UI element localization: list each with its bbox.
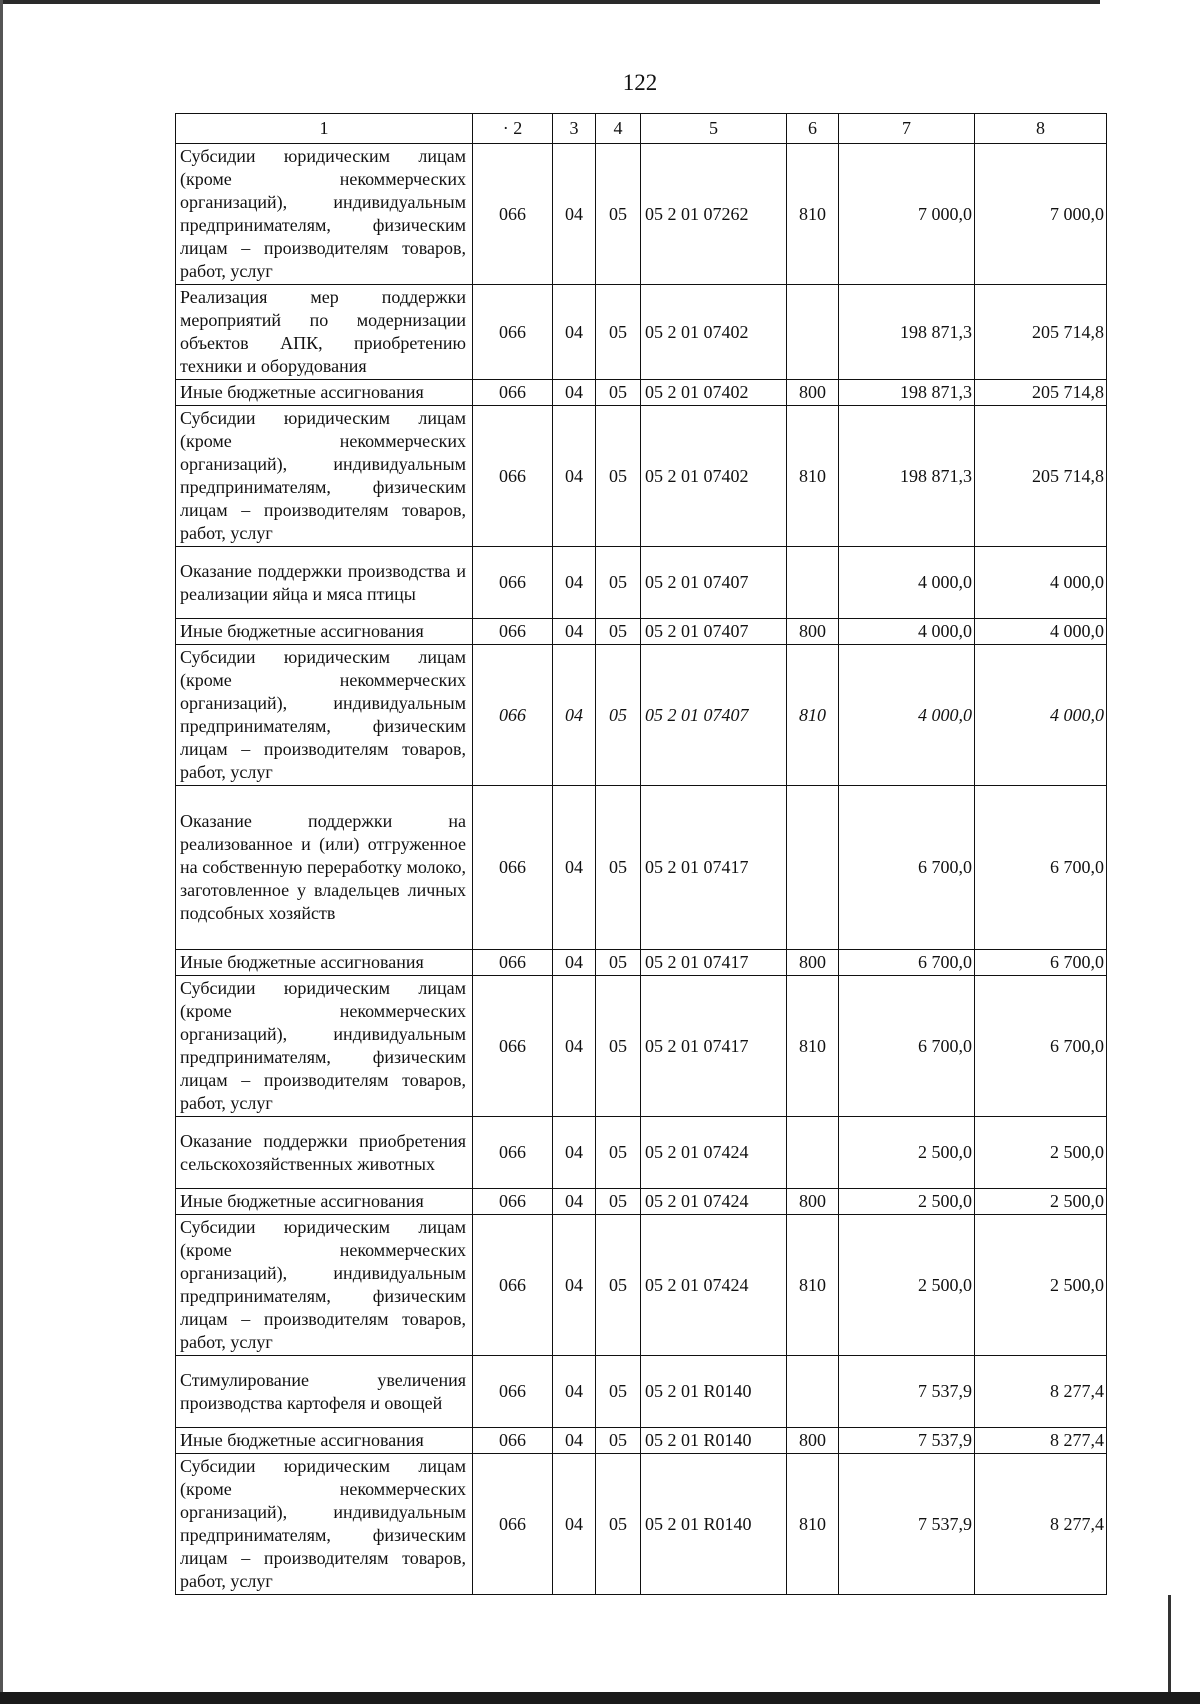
cell-subsection: 05 — [596, 619, 641, 645]
cell-amount-col8: 2 500,0 — [975, 1189, 1107, 1215]
cell-expense-type — [787, 1117, 839, 1189]
cell-section: 04 — [553, 144, 596, 285]
cell-subsection: 05 — [596, 786, 641, 950]
cell-ministry-code: 066 — [473, 1356, 553, 1428]
cell-ministry-code: 066 — [473, 380, 553, 406]
cell-amount-col8: 205 714,8 — [975, 406, 1107, 547]
table-row — [176, 285, 1107, 380]
cell-ministry-code: 066 — [473, 1215, 553, 1356]
col-header-7: 7 — [839, 114, 975, 144]
cell-expense-type: 800 — [787, 1428, 839, 1454]
cell-subsection: 05 — [596, 1117, 641, 1189]
cell-subsection: 05 — [596, 380, 641, 406]
table-row — [176, 380, 1107, 406]
col-header-2: · 2 — [473, 114, 553, 144]
table-row — [176, 950, 1107, 976]
cell-amount-col8: 6 700,0 — [975, 976, 1107, 1117]
cell-expense-type: 810 — [787, 1454, 839, 1595]
cell-amount-col8: 8 277,4 — [975, 1428, 1107, 1454]
cell-amount-col8: 8 277,4 — [975, 1454, 1107, 1595]
cell-expense-type — [787, 547, 839, 619]
row-name: Иные бюджетные ассигнования — [176, 1428, 473, 1454]
cell-ministry-code: 066 — [473, 1189, 553, 1215]
cell-subsection: 05 — [596, 547, 641, 619]
row-name: Иные бюджетные ассигнования — [176, 619, 473, 645]
cell-subsection: 05 — [596, 1215, 641, 1356]
cell-ministry-code: 066 — [473, 406, 553, 547]
cell-target-article: 05 2 01 07424 — [641, 1117, 787, 1189]
cell-amount-col8: 4 000,0 — [975, 619, 1107, 645]
scan-edge-top — [0, 0, 1100, 4]
row-name: Иные бюджетные ассигнования — [176, 380, 473, 406]
table-row — [176, 144, 1107, 285]
cell-amount-col7: 198 871,3 — [839, 406, 975, 547]
table-row — [176, 1215, 1107, 1356]
col-header-5: 5 — [641, 114, 787, 144]
cell-expense-type: 810 — [787, 1215, 839, 1356]
cell-target-article: 05 2 01 07407 — [641, 645, 787, 786]
cell-ministry-code: 066 — [473, 285, 553, 380]
col-header-3: 3 — [553, 114, 596, 144]
cell-subsection: 05 — [596, 406, 641, 547]
cell-amount-col7: 6 700,0 — [839, 976, 975, 1117]
cell-expense-type: 810 — [787, 976, 839, 1117]
cell-section: 04 — [553, 406, 596, 547]
cell-target-article: 05 2 01 07262 — [641, 144, 787, 285]
cell-target-article: 05 2 01 07407 — [641, 547, 787, 619]
cell-amount-col7: 7 537,9 — [839, 1356, 975, 1428]
cell-expense-type: 810 — [787, 144, 839, 285]
cell-amount-col7: 7 537,9 — [839, 1428, 975, 1454]
cell-subsection: 05 — [596, 976, 641, 1117]
row-name: Стимулирование увеличения производства картофеля и овощей — [176, 1356, 473, 1428]
cell-amount-col7: 6 700,0 — [839, 786, 975, 950]
cell-ministry-code: 066 — [473, 1117, 553, 1189]
cell-ministry-code: 066 — [473, 1454, 553, 1595]
table-row — [176, 976, 1107, 1117]
cell-amount-col7: 7 000,0 — [839, 144, 975, 285]
cell-subsection: 05 — [596, 144, 641, 285]
cell-section: 04 — [553, 1454, 596, 1595]
row-name: Субсидии юридическим лицам (кроме некоммерческих организаций), индивидуальным предпринимателям, физическим лицам – производителям товаров, работ, услуг — [176, 144, 473, 285]
cell-section: 04 — [553, 786, 596, 950]
cell-amount-col8: 6 700,0 — [975, 786, 1107, 950]
cell-amount-col8: 205 714,8 — [975, 380, 1107, 406]
cell-amount-col8: 205 714,8 — [975, 285, 1107, 380]
cell-ministry-code: 066 — [473, 976, 553, 1117]
cell-amount-col8: 4 000,0 — [975, 645, 1107, 786]
table-row — [176, 619, 1107, 645]
page-number: 122 — [622, 70, 658, 95]
cell-section: 04 — [553, 645, 596, 786]
cell-ministry-code: 066 — [473, 547, 553, 619]
cell-section: 04 — [553, 1356, 596, 1428]
cell-target-article: 05 2 01 07424 — [641, 1215, 787, 1356]
row-name: Оказание поддержки производства и реализации яйца и мяса птицы — [176, 547, 473, 619]
cell-amount-col7: 4 000,0 — [839, 619, 975, 645]
cell-expense-type: 810 — [787, 406, 839, 547]
row-name: Реализация мер поддержки мероприятий по модернизации объектов АПК, приобретению техники и оборудования — [176, 285, 473, 380]
table-row — [176, 1356, 1107, 1428]
col-header-1: 1 — [176, 114, 473, 144]
row-name: Иные бюджетные ассигнования — [176, 950, 473, 976]
cell-section: 04 — [553, 950, 596, 976]
cell-subsection: 05 — [596, 1189, 641, 1215]
cell-section: 04 — [553, 547, 596, 619]
col-header-8: 8 — [975, 114, 1107, 144]
row-name: Иные бюджетные ассигнования — [176, 1189, 473, 1215]
table-row — [176, 1189, 1107, 1215]
cell-section: 04 — [553, 1189, 596, 1215]
cell-section: 04 — [553, 1215, 596, 1356]
cell-target-article: 05 2 01 07402 — [641, 380, 787, 406]
row-name: Субсидии юридическим лицам (кроме некоммерческих организаций), индивидуальным предпринимателям, физическим лицам – производителям товаров, работ, услуг — [176, 1454, 473, 1595]
cell-section: 04 — [553, 976, 596, 1117]
table-row — [176, 547, 1107, 619]
table-row — [176, 406, 1107, 547]
row-name: Субсидии юридическим лицам (кроме некоммерческих организаций), индивидуальным предпринимателям, физическим лицам – производителям товаров, работ, услуг — [176, 976, 473, 1117]
cell-ministry-code: 066 — [473, 144, 553, 285]
cell-expense-type — [787, 786, 839, 950]
row-name: Субсидии юридическим лицам (кроме некоммерческих организаций), индивидуальным предпринимателям, физическим лицам – производителям товаров, работ, услуг — [176, 1215, 473, 1356]
cell-amount-col7: 198 871,3 — [839, 285, 975, 380]
cell-target-article: 05 2 01 07402 — [641, 285, 787, 380]
cell-amount-col8: 6 700,0 — [975, 950, 1107, 976]
cell-amount-col7: 2 500,0 — [839, 1215, 975, 1356]
col-header-4: 4 — [596, 114, 641, 144]
row-name: Субсидии юридическим лицам (кроме некоммерческих организаций), индивидуальным предпринимателям, физическим лицам – производителям товаров, работ, услуг — [176, 406, 473, 547]
cell-ministry-code: 066 — [473, 1428, 553, 1454]
cell-amount-col7: 6 700,0 — [839, 950, 975, 976]
table-row — [176, 1117, 1107, 1189]
cell-target-article: 05 2 01 07417 — [641, 976, 787, 1117]
cell-expense-type: 800 — [787, 1189, 839, 1215]
cell-amount-col8: 7 000,0 — [975, 144, 1107, 285]
table-row — [176, 786, 1107, 950]
cell-ministry-code: 066 — [473, 950, 553, 976]
cell-amount-col7: 4 000,0 — [839, 645, 975, 786]
cell-amount-col7: 4 000,0 — [839, 547, 975, 619]
cell-amount-col7: 198 871,3 — [839, 380, 975, 406]
cell-subsection: 05 — [596, 1454, 641, 1595]
cell-amount-col7: 2 500,0 — [839, 1189, 975, 1215]
cell-subsection: 05 — [596, 645, 641, 786]
cell-amount-col7: 2 500,0 — [839, 1117, 975, 1189]
cell-target-article: 05 2 01 07424 — [641, 1189, 787, 1215]
row-name: Оказание поддержки приобретения сельскохозяйственных животных — [176, 1117, 473, 1189]
row-name: Субсидии юридическим лицам (кроме некоммерческих организаций), индивидуальным предпринимателям, физическим лицам – производителям товаров, работ, услуг — [176, 645, 473, 786]
cell-target-article: 05 2 01 R0140 — [641, 1356, 787, 1428]
cell-ministry-code: 066 — [473, 645, 553, 786]
cell-section: 04 — [553, 1428, 596, 1454]
cell-target-article: 05 2 01 R0140 — [641, 1428, 787, 1454]
cell-section: 04 — [553, 285, 596, 380]
cell-target-article: 05 2 01 07417 — [641, 950, 787, 976]
cell-expense-type: 800 — [787, 619, 839, 645]
cell-ministry-code: 066 — [473, 786, 553, 950]
header-row — [176, 114, 1107, 144]
cell-expense-type — [787, 1356, 839, 1428]
budget-table — [175, 113, 1107, 1595]
scan-edge-bottom — [0, 1692, 1200, 1704]
cell-expense-type — [787, 285, 839, 380]
cell-amount-col8: 2 500,0 — [975, 1215, 1107, 1356]
cell-target-article: 05 2 01 07407 — [641, 619, 787, 645]
cell-subsection: 05 — [596, 950, 641, 976]
cell-subsection: 05 — [596, 285, 641, 380]
cell-subsection: 05 — [596, 1356, 641, 1428]
cell-expense-type: 800 — [787, 380, 839, 406]
scan-edge-right — [1168, 1595, 1171, 1692]
cell-ministry-code: 066 — [473, 619, 553, 645]
cell-amount-col7: 7 537,9 — [839, 1454, 975, 1595]
table-row — [176, 1428, 1107, 1454]
cell-target-article: 05 2 01 R0140 — [641, 1454, 787, 1595]
cell-amount-col8: 4 000,0 — [975, 547, 1107, 619]
cell-section: 04 — [553, 1117, 596, 1189]
scan-edge-left — [0, 0, 3, 1692]
cell-amount-col8: 8 277,4 — [975, 1356, 1107, 1428]
table-row — [176, 645, 1107, 786]
cell-target-article: 05 2 01 07402 — [641, 406, 787, 547]
cell-expense-type: 800 — [787, 950, 839, 976]
cell-section: 04 — [553, 380, 596, 406]
cell-expense-type: 810 — [787, 645, 839, 786]
col-header-6: 6 — [787, 114, 839, 144]
row-name: Оказание поддержки на реализованное и (или) отгруженное на собственную переработку молоко, заготовленное у владельцев личных подсобных хозяйств — [176, 786, 473, 950]
cell-subsection: 05 — [596, 1428, 641, 1454]
cell-section: 04 — [553, 619, 596, 645]
table-row — [176, 1454, 1107, 1595]
cell-target-article: 05 2 01 07417 — [641, 786, 787, 950]
cell-amount-col8: 2 500,0 — [975, 1117, 1107, 1189]
